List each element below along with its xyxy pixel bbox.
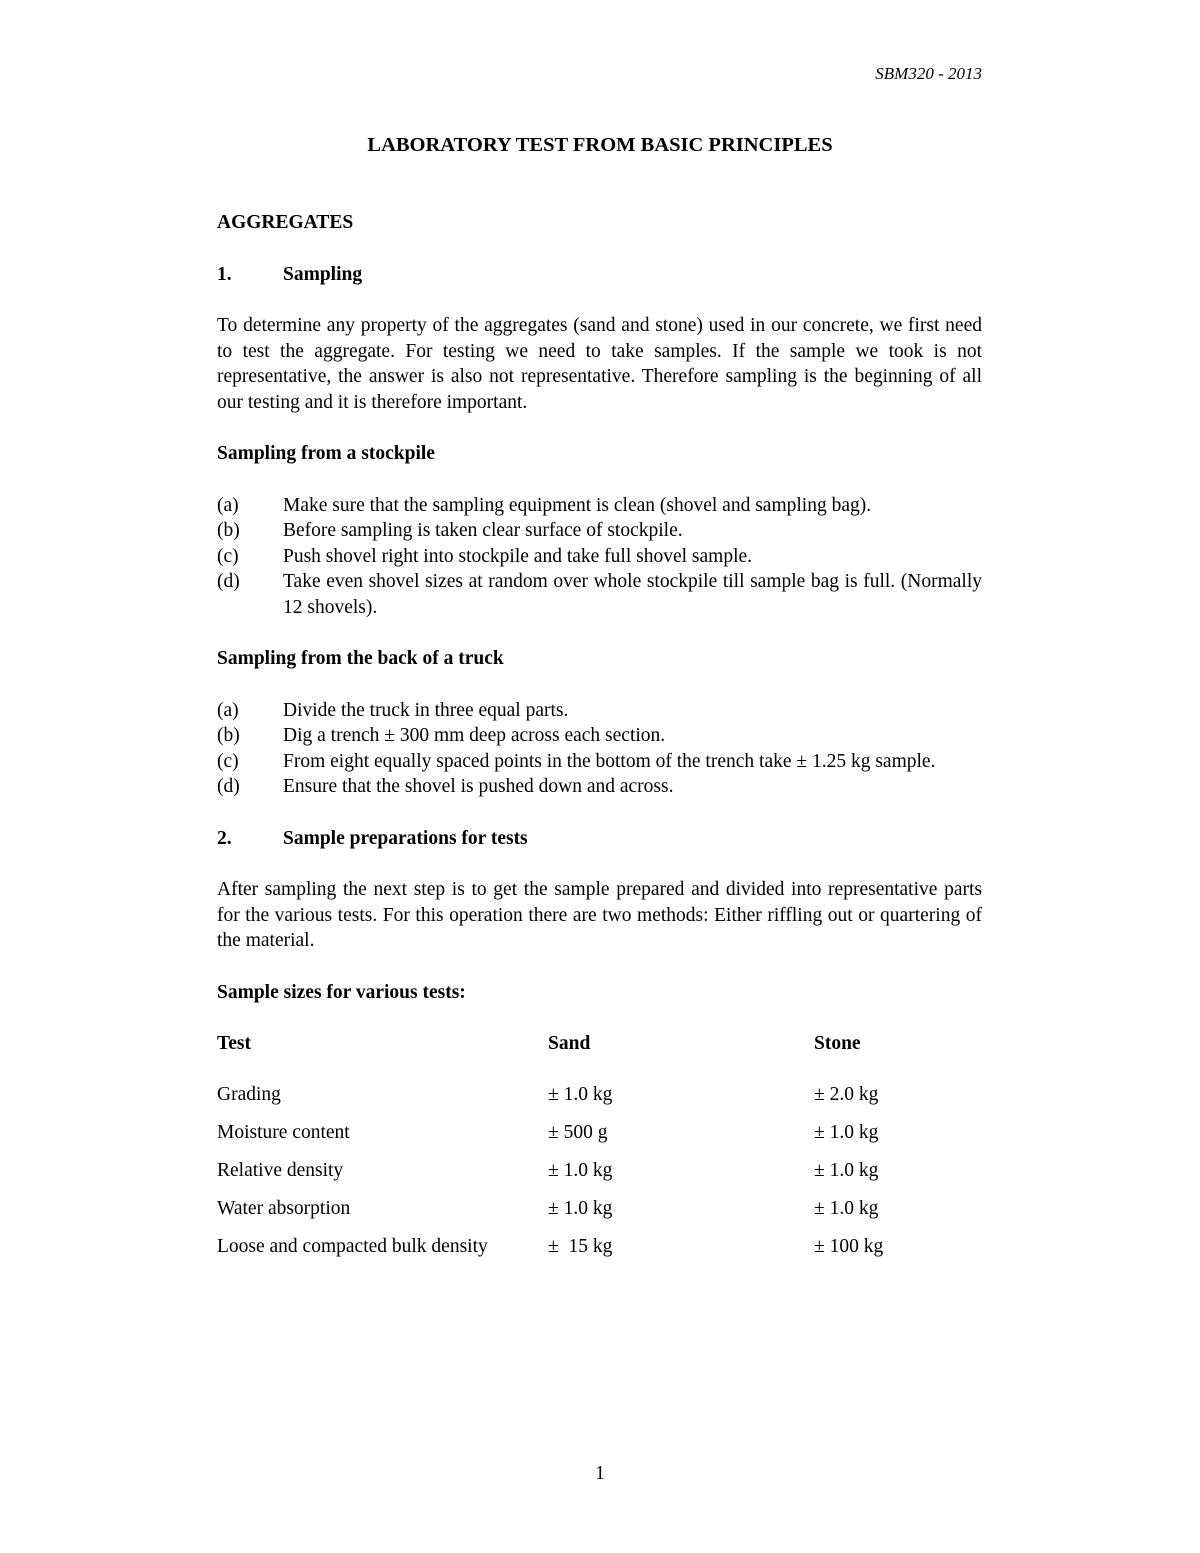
cell-stone: ± 100 kg [814, 1235, 884, 1257]
list-text: Push shovel right into stockpile and take full shovel sample. [283, 545, 753, 567]
list-item [217, 518, 982, 544]
cell-stone: ± 2.0 kg [814, 1083, 879, 1105]
table-header-row [217, 1031, 982, 1082]
list-text: Take even shovel sizes at random over whole stockpile till sample bag is full. (Normally 12 shovels). [283, 571, 982, 618]
list-marker: (c) [217, 545, 239, 567]
list-item [217, 774, 982, 800]
cell-test: Grading [217, 1083, 281, 1105]
list-item [217, 493, 982, 519]
cell-stone: ± 1.0 kg [814, 1159, 879, 1181]
section-1-number: 1. [217, 263, 232, 285]
sample-sizes-heading: Sample sizes for various tests: [217, 981, 466, 1003]
list-marker: (d) [217, 571, 240, 592]
cell-test: Relative density [217, 1159, 344, 1181]
section-1-heading [217, 262, 982, 288]
cell-sand: ± 15 kg [548, 1235, 613, 1257]
list-marker: (a) [217, 699, 239, 721]
cell-test: Moisture content [217, 1121, 350, 1143]
column-header-test: Test [217, 1033, 251, 1054]
section-2-title: Sample preparations for tests [283, 827, 528, 849]
section-1-title: Sampling [283, 263, 363, 285]
truck-heading: Sampling from the back of a truck [217, 648, 504, 669]
document-body [217, 210, 982, 1272]
document-code: SBM320 - 2013 [875, 64, 982, 83]
preparation-paragraph: After sampling the next step is to get the sample prepared and divided into representative parts for the various tests. For this operation there are two methods: Either riffling out or quartering of the material. [217, 879, 982, 951]
table-row [217, 1234, 982, 1272]
list-text: Before sampling is taken clear surface of stockpile. [283, 520, 683, 541]
stockpile-list [217, 493, 982, 621]
table-row [217, 1158, 982, 1196]
sample-sizes-table [217, 1031, 982, 1272]
page-number: 1 [595, 1463, 605, 1484]
cell-sand: ± 500 g [548, 1121, 608, 1143]
list-text: Divide the truck in three equal parts. [283, 699, 569, 721]
table-row [217, 1082, 982, 1120]
cell-test: Water absorption [217, 1197, 351, 1219]
section-2-number: 2. [217, 827, 232, 849]
list-marker: (d) [217, 776, 240, 797]
list-item [217, 544, 982, 570]
list-text: From eight equally spaced points in the bottom of the trench take ± 1.25 kg sample. [283, 750, 936, 772]
document-title: LABORATORY TEST FROM BASIC PRINCIPLES [367, 134, 833, 156]
list-marker: (c) [217, 750, 239, 772]
list-text: Ensure that the shovel is pushed down and across. [283, 776, 674, 797]
section-2-heading [217, 826, 982, 852]
cell-sand: ± 1.0 kg [548, 1159, 613, 1181]
cell-sand: ± 1.0 kg [548, 1197, 613, 1219]
truck-list [217, 698, 982, 800]
section-heading: AGGREGATES [217, 212, 354, 233]
table-row [217, 1196, 982, 1234]
sampling-intro-paragraph: To determine any property of the aggregates (sand and stone) used in our concrete, we first need to test the aggregate. For testing we need to take samples. If the sample we took is not representative, the answer is also not representative. Therefore sampling is the beginning of all our testing and it is therefore important. [217, 315, 982, 413]
list-text: Dig a trench ± 300 mm deep across each section. [283, 725, 666, 746]
list-marker: (b) [217, 725, 240, 746]
table-row [217, 1120, 982, 1158]
list-item [217, 569, 982, 620]
cell-sand: ± 1.0 kg [548, 1083, 613, 1105]
list-item [217, 698, 982, 724]
list-item [217, 749, 982, 775]
list-marker: (a) [217, 494, 239, 516]
column-header-sand: Sand [548, 1033, 591, 1054]
list-marker: (b) [217, 520, 240, 541]
cell-stone: ± 1.0 kg [814, 1121, 879, 1143]
list-text: Make sure that the sampling equipment is clean (shovel and sampling bag). [283, 494, 872, 516]
cell-test: Loose and compacted bulk density [217, 1235, 488, 1257]
column-header-stone: Stone [814, 1033, 861, 1054]
list-item [217, 723, 982, 749]
stockpile-heading: Sampling from a stockpile [217, 443, 435, 464]
cell-stone: ± 1.0 kg [814, 1197, 879, 1219]
